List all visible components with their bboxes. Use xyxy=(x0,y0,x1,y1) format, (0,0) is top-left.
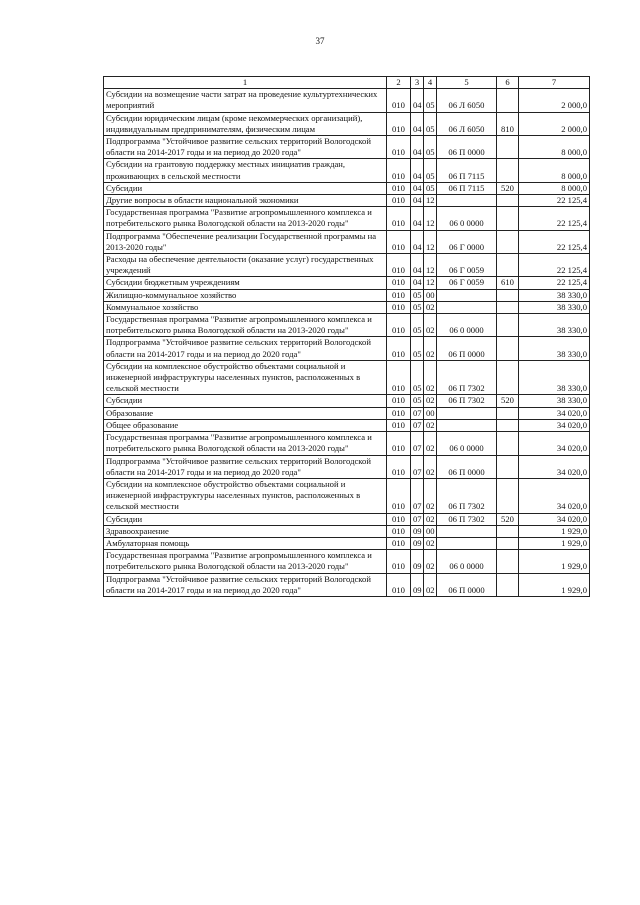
section-code: 09 xyxy=(411,573,424,596)
target-article-code xyxy=(437,537,497,549)
amount: 22 125,4 xyxy=(519,207,590,230)
target-article-code: 06 Г 0059 xyxy=(437,254,497,277)
ministry-code: 010 xyxy=(387,525,411,537)
item-name: Субсидии xyxy=(104,513,387,525)
amount: 22 125,4 xyxy=(519,254,590,277)
section-code: 04 xyxy=(411,112,424,135)
section-code: 05 xyxy=(411,289,424,301)
table-row xyxy=(104,525,590,537)
ministry-code: 010 xyxy=(387,289,411,301)
subsection-code: 02 xyxy=(424,419,437,431)
section-code: 04 xyxy=(411,254,424,277)
item-name: Другие вопросы в области национальной экономики xyxy=(104,195,387,207)
ministry-code: 010 xyxy=(387,314,411,337)
subsection-code: 05 xyxy=(424,89,437,112)
item-name: Подпрограмма "Устойчивое развитие сельских территорий Вологодской области на 2014-2017 годы и на период до 2020 года" xyxy=(104,455,387,478)
ministry-code: 010 xyxy=(387,159,411,182)
table-row xyxy=(104,537,590,549)
expense-type-code xyxy=(497,230,519,253)
column-header-4: 4 xyxy=(424,77,437,89)
page-number: 37 xyxy=(315,36,325,46)
expense-type-code xyxy=(497,254,519,277)
target-article-code xyxy=(437,407,497,419)
section-code: 07 xyxy=(411,455,424,478)
target-article-code: 06 П 7302 xyxy=(437,395,497,407)
target-article-code: 06 Л 6050 xyxy=(437,89,497,112)
expense-type-code xyxy=(497,573,519,596)
subsection-code: 05 xyxy=(424,136,437,159)
ministry-code: 010 xyxy=(387,573,411,596)
section-code: 05 xyxy=(411,337,424,360)
column-header-3: 3 xyxy=(411,77,424,89)
amount: 8 000,0 xyxy=(519,182,590,194)
table-body xyxy=(104,89,590,597)
table-row xyxy=(104,159,590,182)
item-name: Здравоохранение xyxy=(104,525,387,537)
column-header-2: 2 xyxy=(387,77,411,89)
table-row xyxy=(104,455,590,478)
column-header-1: 1 xyxy=(104,77,387,89)
expense-type-code xyxy=(497,301,519,313)
table-row xyxy=(104,407,590,419)
section-code: 07 xyxy=(411,407,424,419)
target-article-code: 06 П 7302 xyxy=(437,360,497,395)
item-name: Подпрограмма "Обеспечение реализации Государственной программы на 2013-2020 годы" xyxy=(104,230,387,253)
table-row xyxy=(104,337,590,360)
section-code: 04 xyxy=(411,207,424,230)
expense-type-code: 610 xyxy=(497,277,519,289)
target-article-code: 06 П 0000 xyxy=(437,455,497,478)
item-name: Общее образование xyxy=(104,419,387,431)
table-row xyxy=(104,419,590,431)
subsection-code: 02 xyxy=(424,455,437,478)
expense-type-code xyxy=(497,525,519,537)
table-row xyxy=(104,277,590,289)
subsection-code: 02 xyxy=(424,573,437,596)
target-article-code: 06 П 0000 xyxy=(437,337,497,360)
item-name: Государственная программа "Развитие агропромышленного комплекса и потребительского рынка Вологодской области на 2013-2020 годы" xyxy=(104,550,387,573)
ministry-code: 010 xyxy=(387,407,411,419)
amount: 1 929,0 xyxy=(519,537,590,549)
ministry-code: 010 xyxy=(387,478,411,513)
section-code: 07 xyxy=(411,432,424,455)
table-row xyxy=(104,182,590,194)
expense-type-code: 810 xyxy=(497,112,519,135)
amount: 38 330,0 xyxy=(519,289,590,301)
subsection-code: 05 xyxy=(424,159,437,182)
subsection-code: 02 xyxy=(424,513,437,525)
target-article-code: 06 П 7115 xyxy=(437,159,497,182)
subsection-code: 00 xyxy=(424,289,437,301)
item-name: Государственная программа "Развитие агропромышленного комплекса и потребительского рынка Вологодской области на 2013-2020 годы" xyxy=(104,314,387,337)
table-row xyxy=(104,314,590,337)
amount: 1 929,0 xyxy=(519,525,590,537)
column-header-6: 6 xyxy=(497,77,519,89)
ministry-code: 010 xyxy=(387,432,411,455)
item-name: Подпрограмма "Устойчивое развитие сельских территорий Вологодской области на 2014-2017 годы и на период до 2020 года" xyxy=(104,573,387,596)
item-name: Субсидии на грантовую поддержку местных инициатив граждан, проживающих в сельской местности xyxy=(104,159,387,182)
table-row xyxy=(104,550,590,573)
amount: 1 929,0 xyxy=(519,573,590,596)
target-article-code xyxy=(437,301,497,313)
target-article-code: 06 0 0000 xyxy=(437,550,497,573)
table-header-row xyxy=(104,77,590,89)
target-article-code: 06 П 0000 xyxy=(437,573,497,596)
budget-table xyxy=(103,76,590,597)
section-code: 04 xyxy=(411,195,424,207)
section-code: 07 xyxy=(411,419,424,431)
table-row xyxy=(104,395,590,407)
table-row xyxy=(104,432,590,455)
ministry-code: 010 xyxy=(387,136,411,159)
ministry-code: 010 xyxy=(387,207,411,230)
subsection-code: 05 xyxy=(424,112,437,135)
target-article-code: 06 0 0000 xyxy=(437,432,497,455)
amount: 22 125,4 xyxy=(519,277,590,289)
section-code: 04 xyxy=(411,136,424,159)
target-article-code: 06 П 7302 xyxy=(437,478,497,513)
target-article-code xyxy=(437,195,497,207)
section-code: 04 xyxy=(411,277,424,289)
expense-type-code xyxy=(497,360,519,395)
ministry-code: 010 xyxy=(387,254,411,277)
amount: 34 020,0 xyxy=(519,419,590,431)
amount: 38 330,0 xyxy=(519,360,590,395)
amount: 22 125,4 xyxy=(519,230,590,253)
item-name: Субсидии xyxy=(104,182,387,194)
subsection-code: 02 xyxy=(424,395,437,407)
amount: 8 000,0 xyxy=(519,136,590,159)
expense-type-code xyxy=(497,195,519,207)
expense-type-code xyxy=(497,136,519,159)
expense-type-code xyxy=(497,89,519,112)
subsection-code: 00 xyxy=(424,407,437,419)
target-article-code: 06 П 0000 xyxy=(437,136,497,159)
table-row xyxy=(104,289,590,301)
subsection-code: 05 xyxy=(424,182,437,194)
subsection-code: 02 xyxy=(424,550,437,573)
ministry-code: 010 xyxy=(387,195,411,207)
item-name: Субсидии юридическим лицам (кроме некоммерческих организаций), индивидуальным предпринимателям, физическим лицам xyxy=(104,112,387,135)
subsection-code: 12 xyxy=(424,195,437,207)
expense-type-code xyxy=(497,478,519,513)
table-row xyxy=(104,301,590,313)
amount: 38 330,0 xyxy=(519,395,590,407)
subsection-code: 02 xyxy=(424,432,437,455)
ministry-code: 010 xyxy=(387,537,411,549)
table-row xyxy=(104,478,590,513)
target-article-code: 06 П 7302 xyxy=(437,513,497,525)
amount: 34 020,0 xyxy=(519,455,590,478)
amount: 2 000,0 xyxy=(519,89,590,112)
subsection-code: 12 xyxy=(424,230,437,253)
ministry-code: 010 xyxy=(387,360,411,395)
table-row xyxy=(104,230,590,253)
amount: 22 125,4 xyxy=(519,195,590,207)
item-name: Подпрограмма "Устойчивое развитие сельских территорий Вологодской области на 2014-2017 годы и на период до 2020 года" xyxy=(104,136,387,159)
ministry-code: 010 xyxy=(387,513,411,525)
expense-type-code: 520 xyxy=(497,395,519,407)
section-code: 05 xyxy=(411,395,424,407)
amount: 34 020,0 xyxy=(519,478,590,513)
amount: 38 330,0 xyxy=(519,301,590,313)
expense-type-code xyxy=(497,314,519,337)
section-code: 04 xyxy=(411,230,424,253)
column-header-7: 7 xyxy=(519,77,590,89)
section-code: 04 xyxy=(411,182,424,194)
ministry-code: 010 xyxy=(387,455,411,478)
table-row xyxy=(104,136,590,159)
section-code: 09 xyxy=(411,550,424,573)
ministry-code: 010 xyxy=(387,337,411,360)
column-header-5: 5 xyxy=(437,77,497,89)
table-row xyxy=(104,112,590,135)
expense-type-code: 520 xyxy=(497,513,519,525)
amount: 2 000,0 xyxy=(519,112,590,135)
target-article-code: 06 Г 0000 xyxy=(437,230,497,253)
section-code: 04 xyxy=(411,159,424,182)
expense-type-code xyxy=(497,419,519,431)
subsection-code: 02 xyxy=(424,360,437,395)
section-code: 04 xyxy=(411,89,424,112)
ministry-code: 010 xyxy=(387,395,411,407)
item-name: Образование xyxy=(104,407,387,419)
amount: 34 020,0 xyxy=(519,407,590,419)
amount: 34 020,0 xyxy=(519,432,590,455)
ministry-code: 010 xyxy=(387,419,411,431)
target-article-code: 06 Л 6050 xyxy=(437,112,497,135)
item-name: Государственная программа "Развитие агропромышленного комплекса и потребительского рынка Вологодской области на 2013-2020 годы" xyxy=(104,432,387,455)
target-article-code: 06 П 7115 xyxy=(437,182,497,194)
expense-type-code xyxy=(497,207,519,230)
expense-type-code xyxy=(497,537,519,549)
section-code: 09 xyxy=(411,537,424,549)
item-name: Субсидии на комплексное обустройство объектами социальной и инженерной инфраструктуры населенных пунктов, расположенных в сельской местности xyxy=(104,478,387,513)
item-name: Субсидии бюджетным учреждениям xyxy=(104,277,387,289)
target-article-code xyxy=(437,419,497,431)
section-code: 05 xyxy=(411,360,424,395)
expense-type-code xyxy=(497,550,519,573)
section-code: 07 xyxy=(411,513,424,525)
amount: 38 330,0 xyxy=(519,337,590,360)
item-name: Амбулаторная помощь xyxy=(104,537,387,549)
expense-type-code xyxy=(497,455,519,478)
table-row xyxy=(104,573,590,596)
target-article-code xyxy=(437,289,497,301)
item-name: Подпрограмма "Устойчивое развитие сельских территорий Вологодской области на 2014-2017 годы и на период до 2020 года" xyxy=(104,337,387,360)
table-row xyxy=(104,195,590,207)
expense-type-code xyxy=(497,159,519,182)
table-row xyxy=(104,513,590,525)
section-code: 09 xyxy=(411,525,424,537)
subsection-code: 00 xyxy=(424,525,437,537)
section-code: 05 xyxy=(411,301,424,313)
item-name: Жилищно-коммунальное хозяйство xyxy=(104,289,387,301)
item-name: Субсидии на комплексное обустройство объектами социальной и инженерной инфраструктуры населенных пунктов, расположенных в сельской местности xyxy=(104,360,387,395)
subsection-code: 02 xyxy=(424,537,437,549)
target-article-code: 06 Г 0059 xyxy=(437,277,497,289)
subsection-code: 12 xyxy=(424,277,437,289)
amount: 8 000,0 xyxy=(519,159,590,182)
ministry-code: 010 xyxy=(387,301,411,313)
section-code: 05 xyxy=(411,314,424,337)
item-name: Коммунальное хозяйство xyxy=(104,301,387,313)
section-code: 07 xyxy=(411,478,424,513)
subsection-code: 02 xyxy=(424,478,437,513)
item-name: Государственная программа "Развитие агропромышленного комплекса и потребительского рынка Вологодской области на 2013-2020 годы" xyxy=(104,207,387,230)
table-row xyxy=(104,360,590,395)
subsection-code: 02 xyxy=(424,314,437,337)
expense-type-code xyxy=(497,407,519,419)
ministry-code: 010 xyxy=(387,89,411,112)
amount: 38 330,0 xyxy=(519,314,590,337)
subsection-code: 02 xyxy=(424,337,437,360)
table-row xyxy=(104,207,590,230)
ministry-code: 010 xyxy=(387,230,411,253)
target-article-code xyxy=(437,525,497,537)
expense-type-code xyxy=(497,289,519,301)
amount: 34 020,0 xyxy=(519,513,590,525)
ministry-code: 010 xyxy=(387,112,411,135)
amount: 1 929,0 xyxy=(519,550,590,573)
ministry-code: 010 xyxy=(387,182,411,194)
expense-type-code xyxy=(497,337,519,360)
subsection-code: 12 xyxy=(424,207,437,230)
table-row xyxy=(104,89,590,112)
target-article-code: 06 0 0000 xyxy=(437,207,497,230)
subsection-code: 12 xyxy=(424,254,437,277)
subsection-code: 02 xyxy=(424,301,437,313)
item-name: Субсидии на возмещение части затрат на проведение культуртехнических мероприятий xyxy=(104,89,387,112)
ministry-code: 010 xyxy=(387,550,411,573)
expense-type-code: 520 xyxy=(497,182,519,194)
item-name: Субсидии xyxy=(104,395,387,407)
ministry-code: 010 xyxy=(387,277,411,289)
target-article-code: 06 0 0000 xyxy=(437,314,497,337)
item-name: Расходы на обеспечение деятельности (оказание услуг) государственных учреждений xyxy=(104,254,387,277)
expense-type-code xyxy=(497,432,519,455)
table-row xyxy=(104,254,590,277)
